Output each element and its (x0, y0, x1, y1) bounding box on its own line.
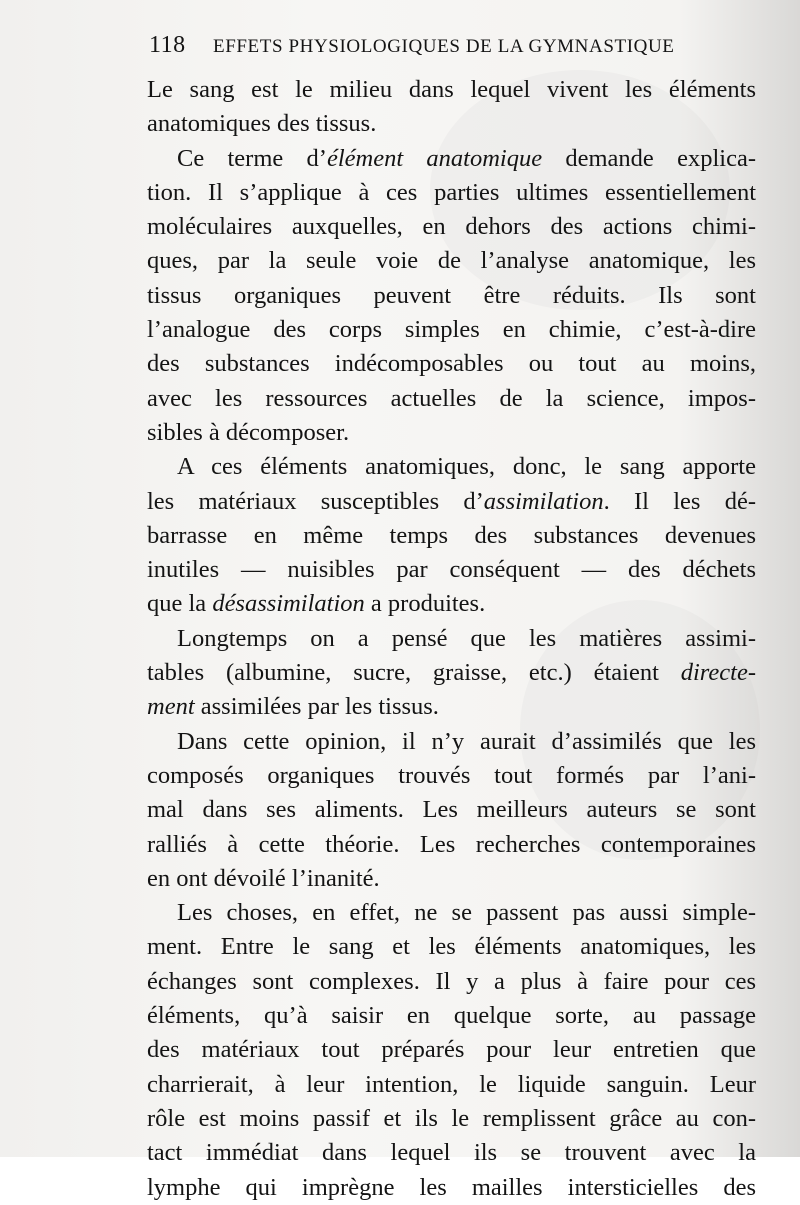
text-line: Les choses, en effet, ne se passent pas aussi simple- (177, 899, 756, 927)
text-line: ment assimilées par les tissus. (147, 693, 439, 721)
text-line: avec les ressources actuelles de la science, impos- (147, 384, 756, 412)
page-number: 118 (149, 32, 186, 58)
text-line: que la désassimilation a produites. (147, 590, 486, 618)
text-line: moléculaires auxquelles, en dehors des actions chimi- (147, 213, 756, 241)
running-title: EFFETS PHYSIOLOGIQUES DE LA GYMNASTIQUE (213, 36, 675, 57)
text-line: tion. Il s’applique à ces parties ultimes essentiellement (147, 178, 756, 206)
text-line: Longtemps on a pensé que les matières assimi- (177, 624, 756, 652)
text-line: tissus organiques peuvent être réduits. Ils sont (147, 281, 756, 309)
text-line: ment. Entre le sang et les éléments anatomiques, les (147, 933, 756, 961)
text-line: lymphe qui imprègne les mailles intersticielles des (147, 1173, 756, 1201)
text-line: Dans cette opinion, il n’y aurait d’assimilés que les (177, 727, 756, 755)
text-line: Le sang est le milieu dans lequel vivent les éléments (147, 76, 756, 103)
text-line: ques, par la seule voie de l’analyse anatomique, les (147, 247, 756, 275)
text-line: composés organiques trouvés tout formés par l’ani- (147, 761, 756, 789)
text-line: éléments, qu’à saisir en quelque sorte, au passage (147, 1002, 756, 1030)
text-line: ralliés à cette théorie. Les recherches contemporaines (147, 830, 756, 858)
text-line: Ce terme d’élément anatomique demande explica- (177, 144, 756, 172)
text-line: tables (albumine, sucre, graisse, etc.) étaient directe- (147, 659, 756, 687)
text-line: des matériaux tout préparés pour leur entretien que (147, 1036, 756, 1064)
text-line: A ces éléments anatomiques, donc, le sang apporte (177, 453, 756, 481)
text-line: charrierait, à leur intention, le liquide sanguin. Leur (147, 1070, 756, 1098)
text-line: en ont dévoilé l’inanité. (147, 864, 380, 892)
text-line: sibles à décomposer. (147, 418, 350, 446)
text-line: mal dans ses aliments. Les meilleurs auteurs se sont (147, 796, 756, 824)
text-line: inutiles — nuisibles par conséquent — des déchets (147, 556, 756, 584)
text-line: barrasse en même temps des substances devenues (147, 521, 756, 549)
text-line: rôle est moins passif et ils le remplissent grâce au con- (147, 1104, 756, 1132)
text-line: anatomiques des tissus. (147, 110, 377, 138)
text-line: échanges sont complexes. Il y a plus à faire pour ces (147, 967, 756, 995)
running-header (149, 30, 749, 60)
text-line: l’analogue des corps simples en chimie, c’est-à-dire (147, 316, 756, 344)
text-line: des substances indécomposables ou tout au moins, (147, 350, 756, 378)
text-line: tact immédiat dans lequel ils se trouvent avec la (147, 1139, 756, 1167)
text-line: les matériaux susceptibles d’assimilation. Il les dé- (147, 487, 756, 515)
body-text (147, 73, 756, 1205)
